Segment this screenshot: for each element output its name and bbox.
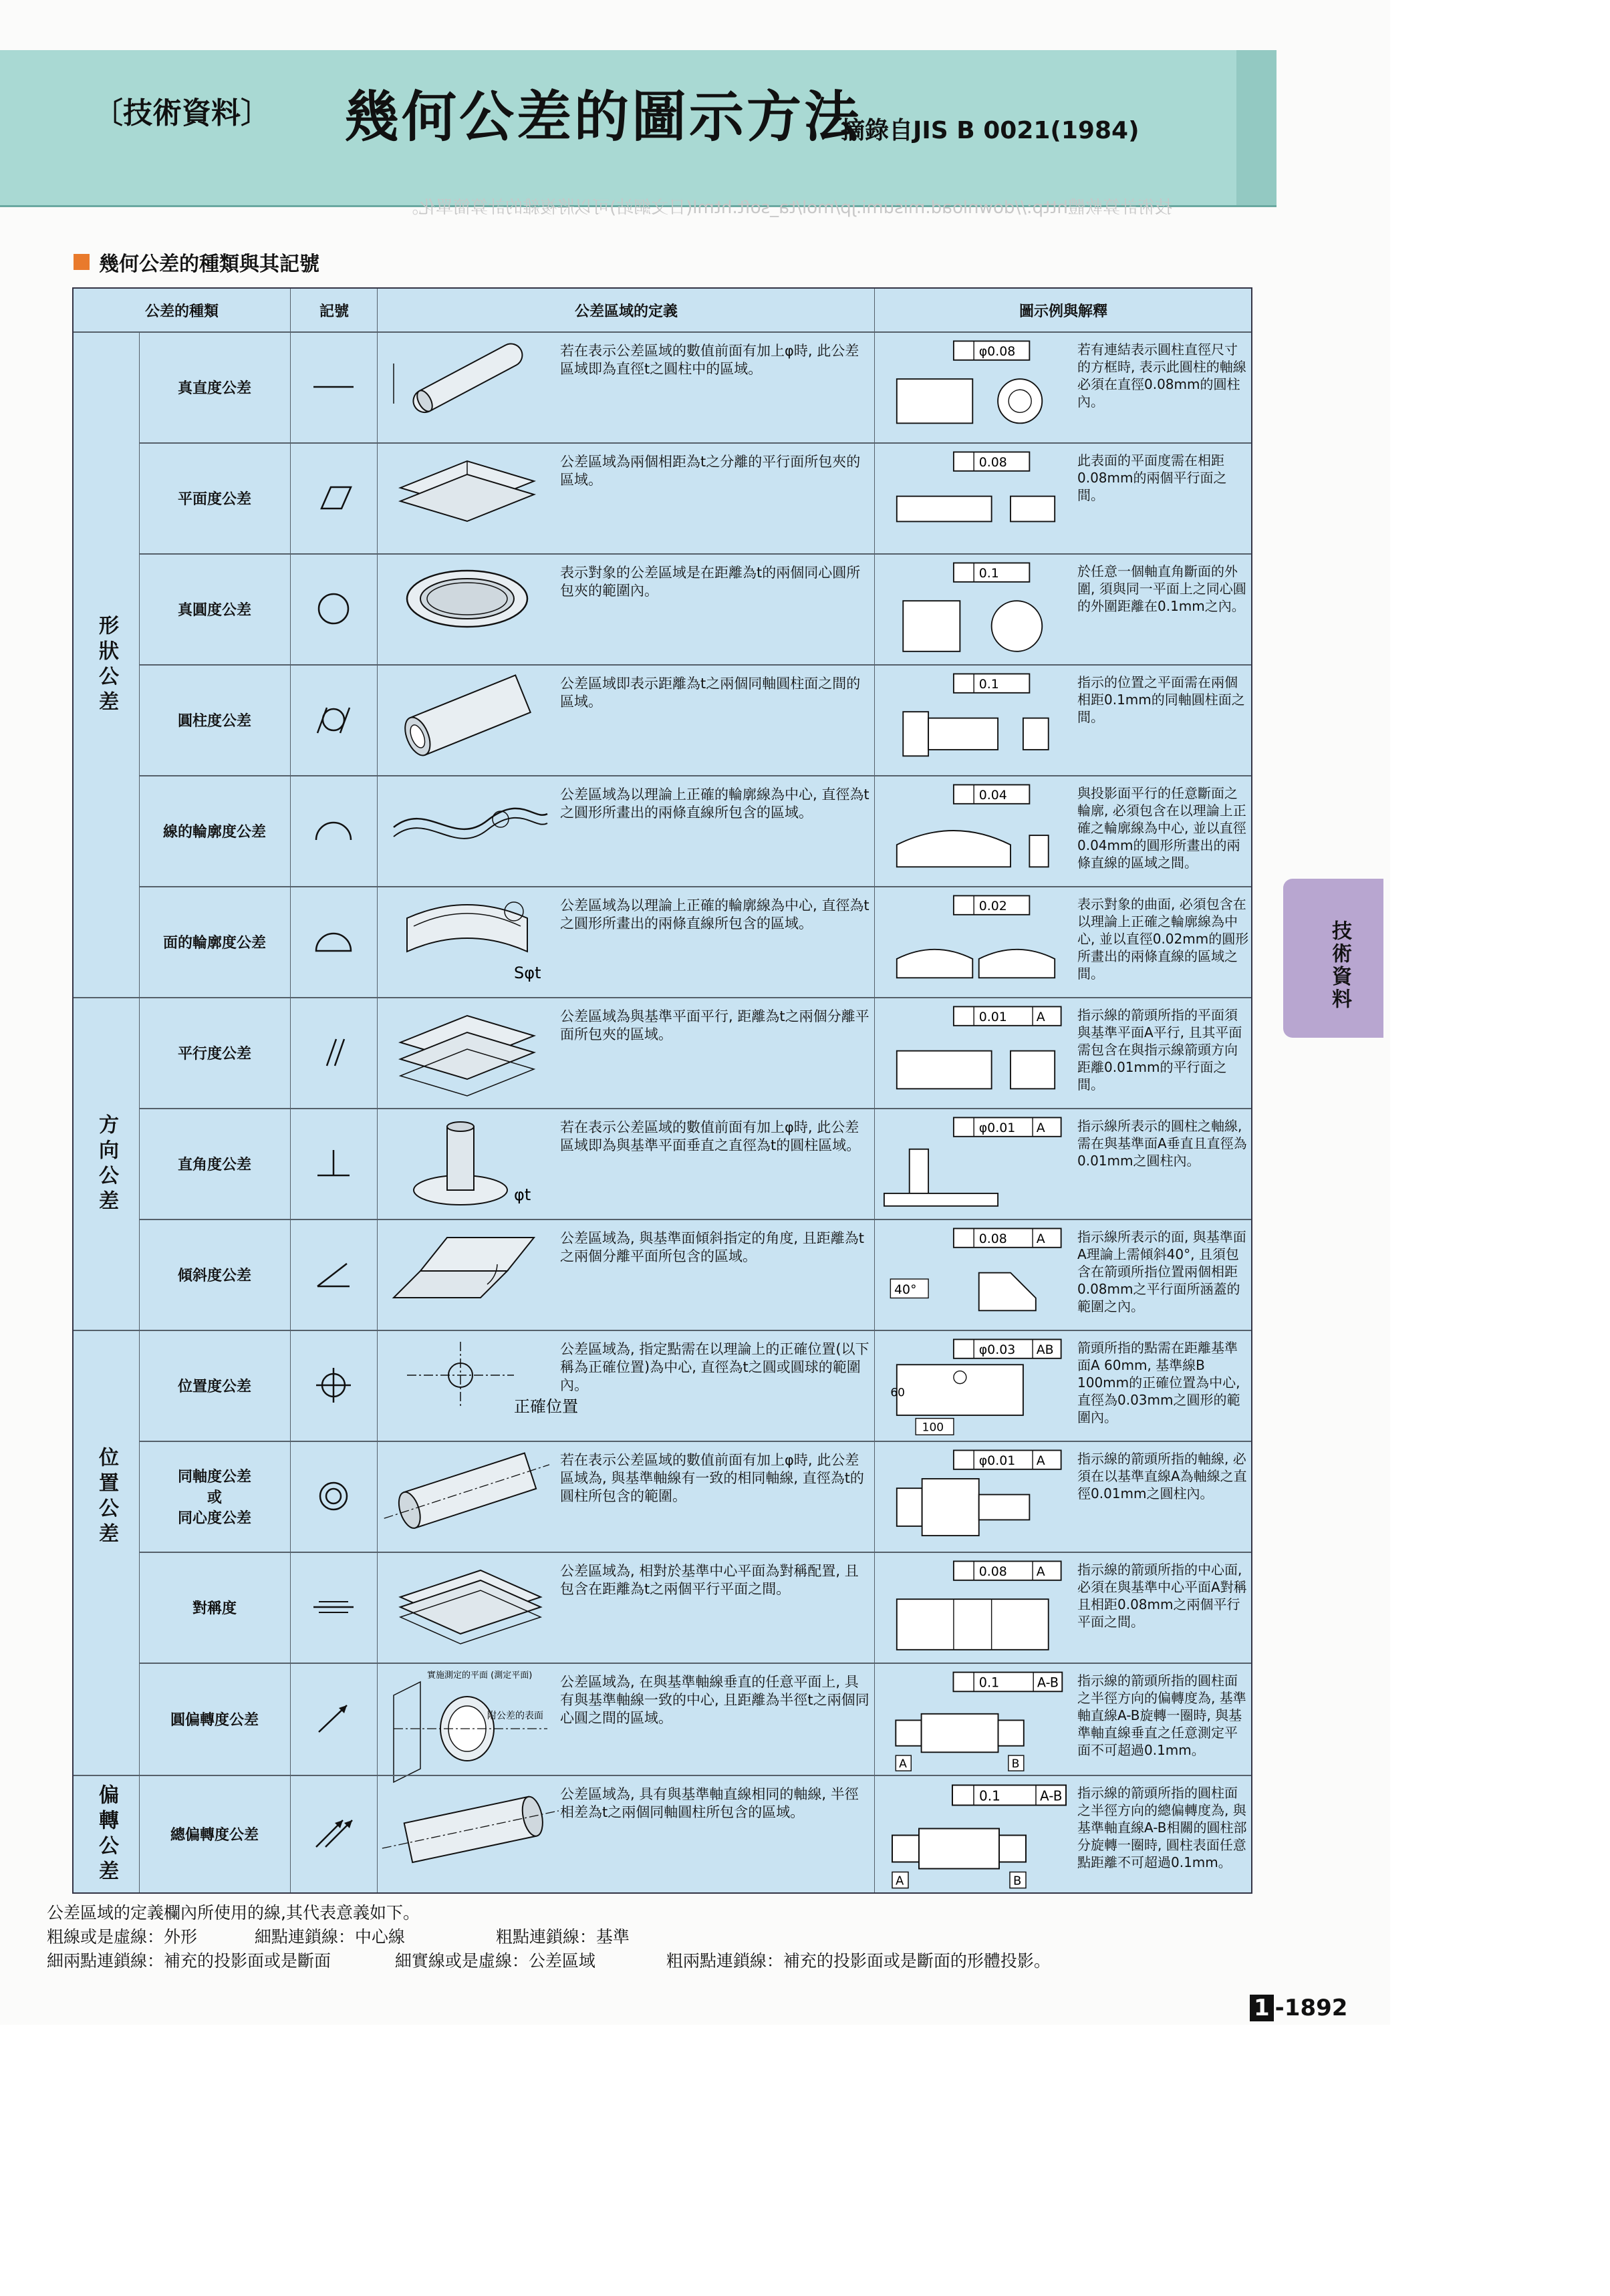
tolerance-frame-value: φ0.01	[978, 1121, 1016, 1136]
example-drawing	[876, 1552, 1076, 1663]
notes-intro: 公差區域的定義欄內所使用的線,其代表意義如下。	[47, 1903, 420, 1922]
definition-text: 若在表示公差區域的數值前面有加上φ時, 此公差區域為, 與基準軸線有一致的相同軸線, 直徑為t的圓柱所包含的範圍。	[560, 1452, 864, 1504]
tolerance-frame-value: 0.04	[978, 788, 1007, 803]
definition-illustration	[377, 1552, 557, 1663]
header-definition: 公差區域的定義	[377, 289, 875, 331]
example-text: 此表面的平面度需在相距0.08mm的兩個平行面之間。	[1077, 452, 1227, 503]
example-text: 若有連結表示圓柱直徑尺寸的方框時, 表示此圓柱的軸線必須在直徑0.08mm的圓柱內。	[1077, 341, 1246, 410]
side-tab-label: 技術資料	[1328, 920, 1351, 1011]
section-title	[74, 247, 319, 277]
category-orientation: 方向公差	[74, 997, 139, 1331]
tolerance-name: 位置度公差	[177, 1378, 251, 1395]
tolerance-frame-value: 0.01	[978, 1010, 1007, 1025]
definition-text: 公差區域為與基準平面平行, 距離為t之兩個分離平面所包夾的區域。	[560, 1008, 869, 1042]
tolerance-symbol-icon	[290, 664, 377, 775]
tolerance-frame-datum: A	[1036, 1232, 1045, 1247]
tolerance-frame-value: 0.08	[978, 1232, 1007, 1247]
definition-illustration	[377, 1219, 557, 1330]
tolerance-symbol-icon	[290, 1775, 377, 1892]
tolerance-name: 直角度公差	[177, 1156, 251, 1173]
dimension-100: 100	[922, 1421, 944, 1435]
example-text: 指示的位置之平面需在兩個相距0.1mm的同軸圓柱面之間。	[1077, 674, 1245, 725]
definition-text: 公差區域為以理論上正確的輪廓線為中心, 直徑為t之圓形所畫出的兩條直線所包含的區域。	[560, 897, 869, 931]
tolerance-frame-value: 0.1	[978, 677, 999, 692]
dimension-60: 60	[890, 1386, 906, 1400]
definition-illustration	[377, 775, 557, 886]
tolerance-frame-datum: A	[1036, 1453, 1045, 1469]
example-text: 表示對象的曲面, 必須包含在以理論上正確之輪廓線為中心, 並以直徑0.02mm的圓形所畫出的兩條直線的區域之間。	[1077, 896, 1249, 982]
tolerance-name: 對稱度	[192, 1600, 237, 1617]
definition-text: 公差區域為, 具有與基準軸直線相同的軸線, 半徑相差為t之兩個同軸圓柱所包含的區域。	[560, 1786, 859, 1820]
tolerance-name: 平行度公差	[177, 1045, 251, 1062]
tolerance-symbol-icon	[290, 331, 377, 442]
definition-illustration	[377, 442, 557, 553]
page-subtitle: 摘錄自JIS B 0021(1984)	[841, 117, 1139, 144]
example-drawing	[876, 1441, 1076, 1552]
tolerance-symbol-icon	[290, 1552, 377, 1663]
definition-illustration	[377, 331, 557, 442]
category-form: 形狀公差	[74, 331, 139, 998]
definition-illustration	[377, 1330, 578, 1441]
tolerance-name: 圓柱度公差	[177, 712, 251, 730]
tolerance-name: 總偏轉度公差	[170, 1826, 259, 1844]
tolerance-table	[72, 287, 1252, 1894]
definition-illustration	[377, 997, 557, 1108]
definition-text: 公差區域為以理論上正確的輪廓線為中心, 直徑為t之圓形所畫出的兩條直線所包含的區域。	[560, 786, 869, 821]
example-text: 指示線的箭頭所指的中心面, 必須在與基準中心平面A對稱且相距0.08mm之兩個平行平面之間。	[1077, 1562, 1247, 1630]
tolerance-name: 平面度公差	[177, 490, 251, 508]
definition-text: 若在表示公差區域的數值前面有加上φ時, 此公差區域即為與基準平面垂直之直徑為t的圓柱區域。	[560, 1119, 861, 1153]
note-datum: 粗點連鎖線：基準	[495, 1927, 630, 1947]
tolerance-symbol-icon	[290, 553, 377, 664]
tolerance-name: 真圓度公差	[177, 601, 251, 619]
definition-text: 公差區域即表示距離為t之兩個同軸圓柱面之間的區域。	[560, 676, 861, 710]
side-tab	[1283, 879, 1383, 1038]
tolerance-frame-value: 0.1	[978, 1675, 1000, 1691]
header-banner	[0, 50, 1277, 207]
header-shade	[1236, 50, 1277, 205]
tolerance-symbol-icon	[290, 775, 377, 886]
datum-a-label: A	[899, 1757, 907, 1771]
tolerance-frame-datum: AB	[1036, 1342, 1054, 1358]
tolerance-frame-value: 0.1	[978, 566, 999, 581]
definition-label: φt	[514, 1185, 531, 1204]
tolerance-symbol-icon	[290, 997, 377, 1108]
tolerance-frame-datum: A-B	[1037, 1675, 1059, 1691]
header-type: 公差的種類	[144, 303, 219, 320]
definition-text: 表示對象的公差區域是在距離為t的兩個同心圓所包夾的範圍內。	[560, 565, 861, 599]
tolerance-frame-value: 0.08	[978, 455, 1007, 470]
note-centerline: 細點連鎖線：中心線	[254, 1927, 405, 1947]
note-projection: 粗兩點連鎖線：補充的投影面或是斷面的形體投影。	[666, 1951, 1051, 1971]
definition-text: 若在表示公差區域的數值前面有加上φ時, 此公差區域即為直徑t之圓柱中的區域。	[560, 343, 859, 377]
definition-illustration	[377, 553, 557, 664]
notes-line-2	[47, 1949, 1051, 1973]
page-number-text: -1892	[1274, 1995, 1348, 2021]
tolerance-name: 同軸度公差 或 同心度公差	[177, 1468, 251, 1527]
example-drawing	[876, 886, 1076, 997]
datum-b-label: B	[1011, 1757, 1020, 1771]
header-example: 圖示例與解釋	[874, 289, 1252, 331]
tolerance-symbol-icon	[290, 1108, 377, 1219]
definition-label-2: 附公差的表面	[487, 1711, 543, 1721]
tolerance-frame-value: φ0.08	[978, 344, 1016, 360]
tolerance-symbol-icon	[290, 886, 377, 997]
page-title: 幾何公差的圖示方法	[344, 86, 862, 149]
tolerance-symbol-icon	[290, 442, 377, 553]
example-drawing	[876, 664, 1076, 775]
tolerance-frame-datum: A	[1036, 1121, 1045, 1136]
page-number-box: 1	[1250, 1995, 1274, 2021]
definition-illustration	[377, 664, 557, 775]
example-drawing	[876, 1219, 1076, 1330]
note-tolerance-zone: 細實線或是虛線：公差區域	[394, 1951, 595, 1971]
example-drawing	[876, 1775, 1076, 1892]
orange-square-icon	[74, 254, 90, 270]
definition-illustration	[377, 1775, 557, 1892]
tolerance-name: 面的輪廓度公差	[162, 934, 266, 952]
bleed-through-text: 技術計算軟體http://download.misumi.jp/mol/ta_soft.html(日文網站)可以將複雜的計算簡單化。	[401, 198, 1172, 218]
tolerance-frame-value: 0.1	[979, 1787, 1000, 1804]
example-text: 於任意一個軸直角斷面的外圍, 須與同一平面上之同心圓的外圍距離在0.1mm之內。	[1077, 563, 1246, 614]
category-location: 位置公差	[74, 1330, 139, 1664]
tolerance-name: 真直度公差	[177, 380, 251, 397]
definition-illustration	[377, 886, 557, 997]
notes	[47, 1901, 1051, 1973]
example-drawing	[876, 1108, 1076, 1219]
example-drawing	[876, 1330, 1076, 1441]
tolerance-frame-value: φ0.01	[978, 1453, 1016, 1469]
note-section: 細兩點連鎖線：補充的投影面或是斷面	[47, 1951, 331, 1971]
tolerance-frame-value: 0.02	[978, 899, 1007, 914]
definition-label: Sφt	[514, 964, 541, 982]
datum-b-label: B	[1013, 1874, 1022, 1888]
definition-illustration	[377, 1663, 557, 1775]
section-title-text: 幾何公差的種類與其記號	[99, 253, 319, 276]
angle-dimension: 40°	[894, 1282, 917, 1297]
definition-text: 公差區域為, 與基準面傾斜指定的角度, 且距離為t之兩個分離平面所包含的區域。	[560, 1230, 864, 1264]
header-symbol: 記號	[290, 289, 378, 331]
example-text: 指示線所表示的面, 與基準面A理論上需傾斜40°, 且須包含在箭頭所指位置兩個相距0.08mm之平行面所涵蓋的範圍之內。	[1077, 1229, 1246, 1314]
definition-text: 公差區域為兩個相距為t之分離的平行面所包夾的區域。	[560, 454, 861, 488]
tolerance-name: 傾斜度公差	[177, 1267, 251, 1284]
tolerance-name: 線的輪廓度公差	[162, 823, 266, 841]
tolerance-name: 圓偏轉度公差	[170, 1711, 259, 1729]
example-drawing	[876, 553, 1076, 664]
tolerance-frame-datum: A	[1036, 1564, 1045, 1580]
example-drawing	[876, 997, 1076, 1108]
definition-illustration	[377, 1108, 557, 1219]
note-outline: 粗線或是虛線：外形	[47, 1927, 198, 1947]
tolerance-frame-value: φ0.03	[978, 1342, 1016, 1358]
example-text: 指示線的箭頭所指的軸線, 必須在以基準直線A為軸線之直徑0.01mm之圓柱內。	[1077, 1451, 1247, 1501]
tolerance-frame-datum: A	[1036, 1010, 1045, 1025]
example-text: 指示線的箭頭所指的圓柱面之半徑方向的總偏轉度為, 與基準軸直線A-B相關的圓柱部分旋轉一圈時, 圓柱表面任意點距離不可超過0.1mm。	[1077, 1785, 1247, 1870]
example-text: 指示線所表示的圓柱之軸線, 需在與基準面A垂直且直徑為0.01mm之圓柱內。	[1077, 1118, 1247, 1169]
tolerance-frame-datum: A-B	[1040, 1787, 1063, 1804]
definition-label-1: 實施測定的平面 (測定平面)	[427, 1671, 533, 1681]
definition-illustration	[377, 1441, 557, 1552]
example-text: 指示線的箭頭所指的平面須與基準平面A平行, 且其平面需包含在與指示線箭頭方向距離0.01mm的平行面之間。	[1077, 1007, 1242, 1093]
category-runout: 偏轉公差	[74, 1775, 139, 1894]
header-tag: 〔技術資料〕	[94, 96, 270, 130]
tolerance-symbol-icon	[290, 1330, 377, 1441]
tolerance-frame-value: 0.08	[978, 1564, 1007, 1580]
tolerance-symbol-icon	[290, 1663, 377, 1775]
notes-line-1	[47, 1925, 1051, 1949]
definition-text: 公差區域為, 相對於基準中心平面為對稱配置, 且包含在距離為t之兩個平行平面之間。	[560, 1563, 859, 1597]
example-text: 指示線的箭頭所指的圓柱面之半徑方向的偏轉度為, 基準軸直線A-B旋轉一圈時, 與基準軸直線垂直之任意測定平面不可超過0.1mm。	[1077, 1673, 1246, 1758]
definition-text: 公差區域為, 指定點需在以理論上的正確位置(以下稱為正確位置)為中心, 直徑為t之圓或圓球的範圍內。	[560, 1341, 869, 1393]
definition-label: 正確位置	[514, 1397, 578, 1416]
tolerance-symbol-icon	[290, 1219, 377, 1330]
tolerance-symbol-icon	[290, 1441, 377, 1552]
example-drawing	[876, 775, 1076, 886]
example-drawing	[876, 1663, 1076, 1775]
example-text: 與投影面平行的任意斷面之輪廓, 必須包含在以理論上正確之輪廓線為中心, 並以直徑0.04mm的圓形所畫出的兩條直線的區域之間。	[1077, 785, 1246, 871]
datum-a-label: A	[896, 1874, 904, 1888]
definition-text: 公差區域為, 在與基準軸線垂直的任意平面上, 具有與基準軸線一致的中心, 且距離為半徑t之兩個同心圓之間的區域。	[560, 1674, 869, 1726]
example-text: 箭頭所指的點需在距離基準面A 60mm, 基準線B 100mm的正確位置為中心, 直徑為0.03mm之圓形的範圍內。	[1077, 1340, 1240, 1425]
example-drawing	[876, 442, 1076, 553]
example-drawing	[876, 331, 1076, 442]
page-number	[1250, 1995, 1347, 2021]
